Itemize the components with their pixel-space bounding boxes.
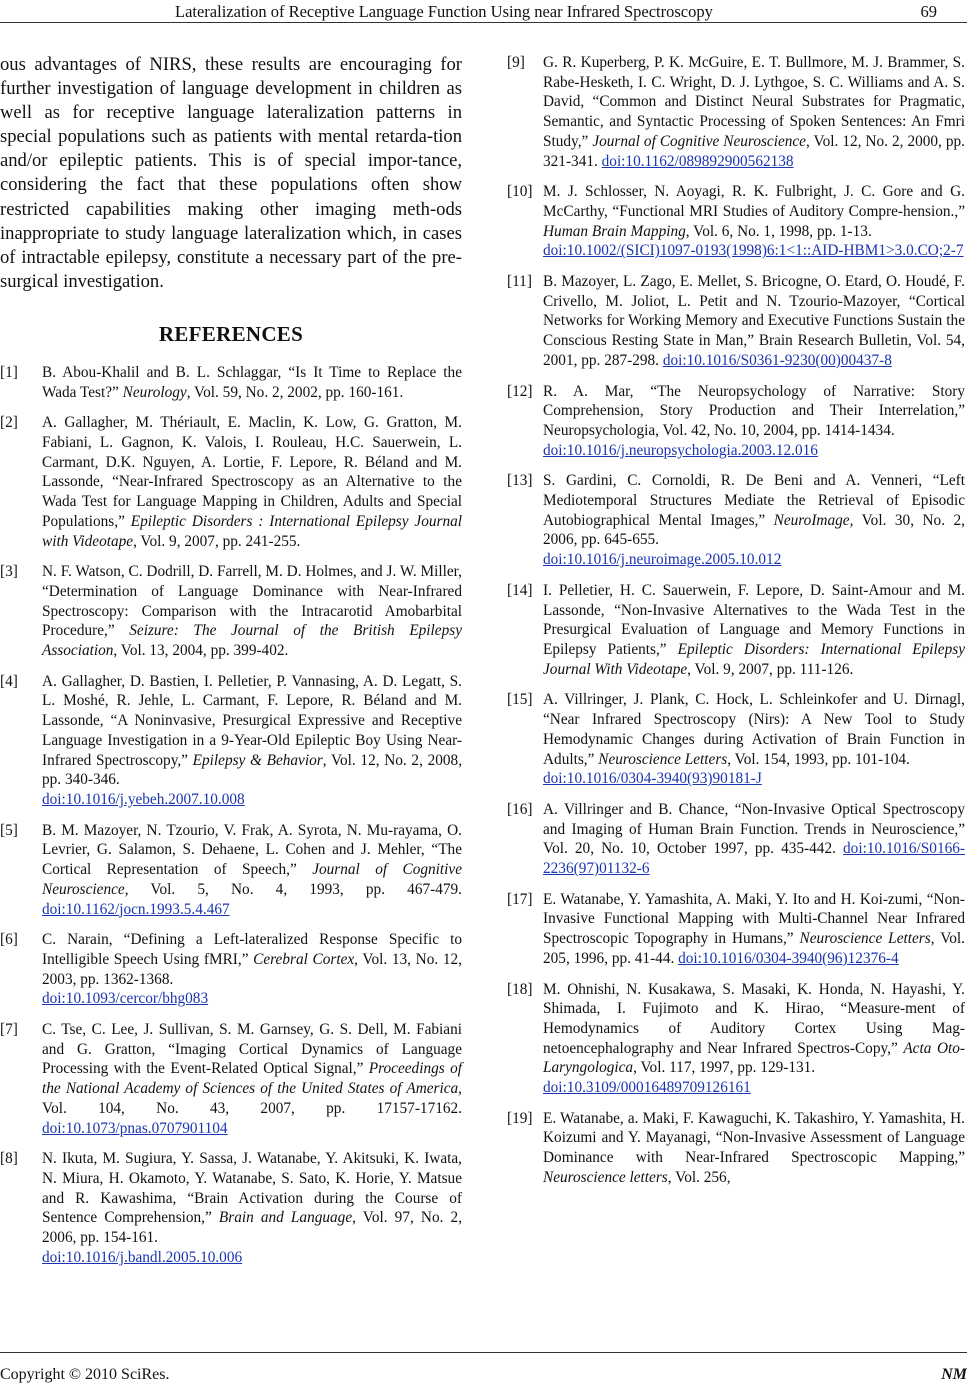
intro-paragraph: ous advantages of NIRS, these results are encouraging for further investigation of language development in children as well as for receptive language lateralization patterns in special populations such as patients with mental retarda-tion and/or epileptic patients. This is of special impor-tance, considering the fact that these populations often show restricted capabilities making other imaging meth-ods inappropriate to study language lateralization which, in cases of intractable epilepsy, constitute a necessary part of the pre-surgical investigation. <box>0 54 462 292</box>
reference-text: E. Watanabe, Y. Yamashita, A. Maki, Y. Ito and H. Koi-zumi, “Non-Invasive Functional Mapping with Multi-Channel Near Infrared Spectroscopic Topography in Humans,” Neuroscience Letters, Vol. 205, 1996, pp. 41-44. doi:10.1016/0304-3940(96)12376-4 <box>543 890 965 967</box>
reference-item <box>507 272 965 371</box>
doi-link[interactable]: doi:10.1093/cercor/bhg083 <box>42 990 209 1008</box>
reference-item <box>0 1149 462 1267</box>
reference-text: B. Abou-Khalil and B. L. Schlaggar, “Is It Time to Replace the Wada Test?” Neurology, Vol. 59, No. 2, 2002, pp. 160-161. <box>42 363 462 401</box>
reference-number: [3] <box>0 563 18 581</box>
page-number: 69 <box>920 2 937 21</box>
doi-link[interactable]: doi:10.1016/0304-3940(93)90181-J <box>543 770 762 788</box>
reference-text: B. M. Mazoyer, N. Tzourio, V. Frak, A. Syrota, N. Mu-rayama, O. Levrier, G. Salamon, S. Dehaene, L. Cohen and J. Mehler, “The Cortical Representation of Speech,” Journal of Cognitive Neuroscience, Vol. 5, No. 4, 1993, pp. 467-479. doi:10.1162/jocn.1993.5.4.467 <box>42 821 462 918</box>
reference-text: A. Gallagher, M. Thériault, E. Maclin, K. Low, G. Gratton, M. Fabiani, L. Gagnon, K. Valois, I. Rouleau, H.C. Sauerwein, L. Carmant, D.K. Nguyen, A. Lortie, F. Lepore, R. Béland and M. Lassonde, “Near-Infrared Spectroscopy as an Alternative to the Wada Test for Language Mapping in Children, Adults and Special Populations,” Epileptic Disorders : International Epilepsy Journal with Videotape, Vol. 9, 2007, pp. 241-255. <box>42 414 462 550</box>
reference-item <box>507 53 965 171</box>
reference-text: G. R. Kuperberg, P. K. McGuire, E. T. Bullmore, M. J. Brammer, S. Rabe-Hesketh, I. C. Wright, D. J. Lythgoe, S. C. Williams and A. S. David, “Common and Distinct Neural Substrates for Pragmatic, Semantic, and Syntactic Processing of Spoken Sentences: An Fmri Study,” Journal of Cognitive Neuroscience, Vol. 12, No. 2, 2000, pp. 321-341. doi:10.1162/089892900562138 <box>543 54 965 170</box>
doi-link[interactable]: doi:10.1016/S0361-9230(00)00437-8 <box>662 351 892 369</box>
copyright-notice: Copyright © 2010 SciRes. <box>0 1366 170 1383</box>
reference-number: [19] <box>507 1109 533 1127</box>
doi-link[interactable]: doi:10.1073/pnas.0707901104 <box>42 1119 228 1137</box>
reference-item <box>507 581 965 680</box>
doi-link[interactable]: doi:10.1016/S0166-2236(97)01132-6 <box>543 840 965 878</box>
reference-number: [2] <box>0 414 18 432</box>
reference-text: A. Villringer, J. Plank, C. Hock, L. Schleinkofer and U. Dirnagl, “Near Infrared Spectroscopy (Nirs): A New Tool to Study Hemodynamic Changes during Activation of Brain Function in Adults,” Neuroscience Letters, Vol. 154, 1993, pp. 101-104. doi:10.1016/0304-3940(93)90181-J <box>543 691 965 788</box>
doi-link[interactable]: doi:10.3109/00016489709126161 <box>543 1079 751 1097</box>
reference-number: [15] <box>507 691 533 709</box>
reference-number: [9] <box>507 54 525 71</box>
reference-item <box>507 980 965 1098</box>
reference-text: C. Tse, C. Lee, J. Sullivan, S. M. Garnsey, G. S. Dell, M. Fabiani and G. Gratton, “Imaging Cortical Dynamics of Language Processing with the Event-Related Optical Signal,” Proceedings of the National Academy of Sciences of the United States of America, Vol. 104, No. 43, 2007, pp. 17157-17162. doi:10.1073/pnas.0707901104 <box>42 1021 462 1137</box>
reference-text: M. Ohnishi, N. Kusakawa, S. Masaki, K. Honda, N. Hayashi, Y. Shimada, I. Fujimoto and K. Hirao, “Measure-ment of Hemodynamics of Auditory Cortex Using Mag-netoencephalography and Near Infrared Spectros-Copy,” Acta Oto-Laryngologica, Vol. 117, 1997, pp. 129-131. doi:10.3109/00016489709126161 <box>543 980 965 1097</box>
reference-item <box>507 690 965 789</box>
reference-item <box>507 182 965 261</box>
reference-text: N. Ikuta, M. Sugiura, Y. Sassa, J. Watanabe, Y. Akitsuki, K. Iwata, N. Miura, H. Okamoto, Y. Watanabe, S. Sato, K. Horie, Y. Matsue and R. Kawashima, “Brain Activation during the Course of Sentence Comprehension,” Brain and Language, Vol. 97, No. 2, 2006, pp. 154-161. doi:10.1016/j.bandl.2005.10.006 <box>42 1150 463 1266</box>
reference-text: S. Gardini, C. Cornoldi, R. De Beni and A. Venneri, “Left Mediotemporal Structures Mediate the Retrieval of Episodic Autobiographical Mental Images,” NeuroImage, Vol. 30, No. 2, 2006, pp. 645-655. doi:10.1016/j.neuroimage.2005.10.012 <box>543 472 965 569</box>
doi-link[interactable]: doi:10.1162/089892900562138 <box>601 152 794 170</box>
reference-number: [13] <box>507 472 533 490</box>
reference-text: I. Pelletier, H. C. Sauerwein, F. Lepore, D. Saint-Amour and M. Lassonde, “Non-Invasive Alternatives to the Wada Test in the Presurgical Evaluation of Language and Memory Functions in Epilepsy Patients,” Epileptic Disorders: International Epilepsy Journal With Videotape, Vol. 9, 2007, pp. 111-126. <box>543 581 965 678</box>
reference-item <box>0 363 462 402</box>
doi-link[interactable]: doi:10.1016/0304-3940(96)12376-4 <box>678 949 899 967</box>
reference-item <box>507 1109 965 1188</box>
reference-item <box>0 672 462 810</box>
doi-link[interactable]: doi:10.1002/(SICI)1097-0193(1998)6:1<1::AID-HBM1>3.0.CO;2-7 <box>543 242 964 260</box>
reference-number: [5] <box>0 821 18 839</box>
reference-item <box>507 471 965 570</box>
reference-item <box>0 930 462 1009</box>
reference-text: M. J. Schlosser, N. Aoyagi, R. K. Fulbright, J. C. Gore and G. McCarthy, “Functional MRI Studies of Auditory Compre-hension.,” Human Brain Mapping, Vol. 6, No. 1, 1998, pp. 1-13. doi:10.1002/(SICI)1097-0193(1998)6:1<1::AID-HBM1>3.0.CO;2-7 <box>543 183 965 260</box>
reference-number: [4] <box>0 672 18 690</box>
reference-item <box>0 1020 462 1138</box>
left-column <box>0 53 462 1278</box>
reference-item <box>0 821 462 920</box>
reference-item <box>0 413 462 551</box>
right-column <box>507 53 965 1199</box>
doi-link[interactable]: doi:10.1016/j.yebeh.2007.10.008 <box>42 791 245 808</box>
reference-text: N. F. Watson, C. Dodrill, D. Farrell, M. D. Holmes, and J. W. Miller, “Determination of Language Dominance with Near-Infrared Spectroscopy: Comparison with the Intracarotid Amobarbital Procedure,” Seizure: The Journal of the British Epilepsy Association, Vol. 13, 2004, pp. 399-402. <box>42 563 462 660</box>
reference-number: [12] <box>507 382 533 400</box>
reference-number: [18] <box>507 980 533 998</box>
header-rule <box>0 22 967 23</box>
reference-text: R. A. Mar, “The Neuropsychology of Narrative: Story Comprehension, Story Production and Their Interrelation,” Neuropsychologia, Vol. 42, No. 10, 2004, pp. 1414-1434. doi:10.1016/j.neuropsychologia.2003.12.016 <box>543 382 965 459</box>
reference-number: [1] <box>0 363 18 381</box>
reference-number: [6] <box>0 931 18 949</box>
reference-number: [10] <box>507 183 533 201</box>
reference-number: [16] <box>507 800 533 818</box>
reference-item <box>507 890 965 969</box>
running-title: Lateralization of Receptive Language Function Using near Infrared Spectroscopy <box>175 2 713 21</box>
doi-link[interactable]: doi:10.1016/j.neuropsychologia.2003.12.016 <box>543 441 818 459</box>
reference-number: [11] <box>507 273 532 291</box>
page-header <box>0 0 967 24</box>
references-heading: REFERENCES <box>158 321 304 346</box>
reference-text: C. Narain, “Defining a Left-lateralized Response Specific to Intelligible Speech Using fMRI,” Cerebral Cortex, Vol. 13, No. 12, 2003, pp. 1362-1368. doi:10.1093/cercor/bhg083 <box>42 931 462 1008</box>
reference-number: [17] <box>507 890 533 908</box>
reference-number: [7] <box>0 1021 18 1039</box>
reference-item <box>507 382 965 461</box>
reference-item <box>0 562 462 661</box>
page-footer <box>0 1352 967 1386</box>
reference-text: A. Gallagher, D. Bastien, I. Pelletier, P. Vannasing, A. D. Legatt, S. L. Moshé, R. Jehle, L. Carmant, F. Lepore, R. Béland and M. Lassonde, “A Noninvasive, Presurgical Expressive and Receptive Language Investigation in a 9-Year-Old Epileptic Boy Using Near-Infrared Spectroscopy,” Epilepsy & Behavior, Vol. 12, No. 2, 2008, pp. 340-346. doi:10.1016/j.yebeh.2007.10.008 <box>42 672 463 808</box>
reference-item <box>507 800 965 879</box>
reference-text: B. Mazoyer, L. Zago, E. Mellet, S. Bricogne, O. Etard, O. Houdé, F. Crivello, M. Joliot, L. Petit and N. Tzourio-Mazoyer, “Cortical Networks for Working Memory and Executive Functions Sustain the Conscious Resting State in Man,” Brain Research Bulletin, Vol. 54, 2001, pp. 287-298. doi:10.1016/S0361-9230(00)00437-8 <box>543 273 965 369</box>
doi-link[interactable]: doi:10.1016/j.bandl.2005.10.006 <box>42 1248 243 1266</box>
reference-number: [14] <box>507 581 533 599</box>
reference-number: [8] <box>0 1150 18 1168</box>
journal-abbrev: NM <box>941 1366 967 1383</box>
reference-text: A. Villringer and B. Chance, “Non-Invasive Optical Spectroscopy and Imaging of Human Brain Function. Trends in Neuroscience,” Vol. 20, No. 10, October 1997, pp. 435-442. doi:10.1016/S0166-2236(97)01132-6 <box>543 800 965 878</box>
reference-text: E. Watanabe, a. Maki, F. Kawaguchi, K. Takashiro, Y. Yamashita, H. Koizumi and Y. Mayanagi, “Non-Invasive Assessment of Language Dominance with Near-Infrared Spectroscopic Mapping,” Neuroscience letters, Vol. 256, <box>543 1109 965 1186</box>
doi-link[interactable]: doi:10.1016/j.neuroimage.2005.10.012 <box>543 551 782 569</box>
doi-link[interactable]: doi:10.1162/jocn.1993.5.4.467 <box>42 900 230 918</box>
